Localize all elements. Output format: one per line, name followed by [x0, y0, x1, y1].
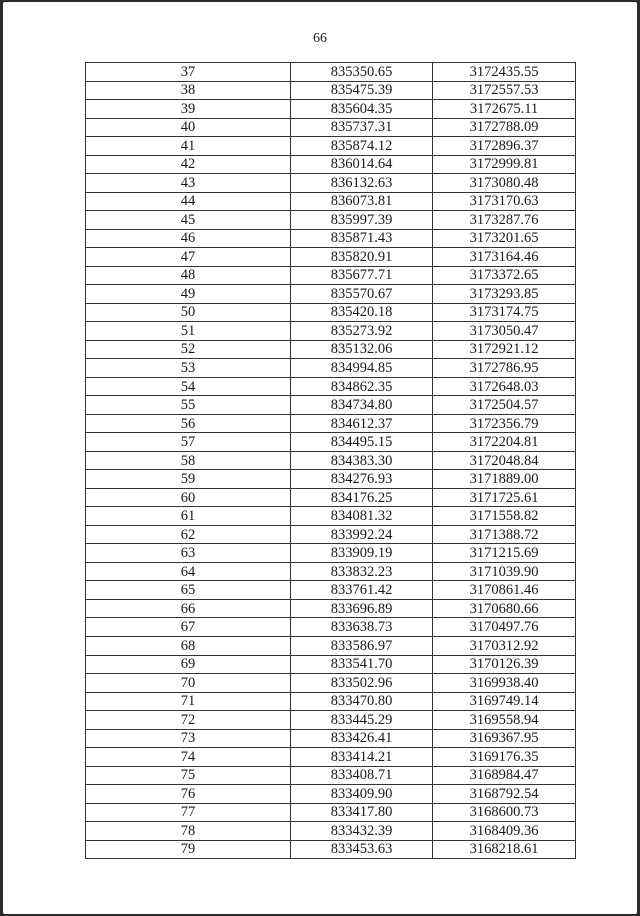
table-row [86, 248, 576, 267]
table-row [86, 211, 576, 230]
point-number-cell: 50 [86, 303, 291, 322]
x-coordinate-cell: 833432.39 [291, 822, 433, 841]
point-number-cell: 40 [86, 118, 291, 137]
point-number-cell: 53 [86, 359, 291, 378]
table-row [86, 396, 576, 415]
point-number-cell: 51 [86, 322, 291, 341]
x-coordinate-cell: 835570.67 [291, 285, 433, 304]
y-coordinate-cell: 3172675.11 [433, 100, 576, 119]
point-number-cell: 55 [86, 396, 291, 415]
point-number-cell: 39 [86, 100, 291, 119]
y-coordinate-cell: 3169938.40 [433, 674, 576, 693]
table-row [86, 377, 576, 396]
x-coordinate-cell: 833586.97 [291, 636, 433, 655]
x-coordinate-cell: 834081.32 [291, 507, 433, 526]
x-coordinate-cell: 834276.93 [291, 470, 433, 489]
table-row [86, 766, 576, 785]
table-row [86, 433, 576, 452]
table-row [86, 544, 576, 563]
x-coordinate-cell: 836014.64 [291, 155, 433, 174]
table-row [86, 303, 576, 322]
table-row [86, 192, 576, 211]
point-number-cell: 49 [86, 285, 291, 304]
x-coordinate-cell: 834612.37 [291, 414, 433, 433]
page-number: 66 [313, 31, 327, 46]
point-number-cell: 60 [86, 488, 291, 507]
y-coordinate-cell: 3171215.69 [433, 544, 576, 563]
x-coordinate-cell: 833638.73 [291, 618, 433, 637]
table-row [86, 266, 576, 285]
table-row [86, 100, 576, 119]
point-number-cell: 58 [86, 451, 291, 470]
point-number-cell: 43 [86, 174, 291, 193]
point-number-cell: 61 [86, 507, 291, 526]
x-coordinate-cell: 835604.35 [291, 100, 433, 119]
point-number-cell: 69 [86, 655, 291, 674]
x-coordinate-cell: 833409.90 [291, 785, 433, 804]
x-coordinate-cell: 835871.43 [291, 229, 433, 248]
x-coordinate-cell: 835820.91 [291, 248, 433, 267]
point-number-cell: 47 [86, 248, 291, 267]
x-coordinate-cell: 834383.30 [291, 451, 433, 470]
point-number-cell: 41 [86, 137, 291, 156]
point-number-cell: 74 [86, 748, 291, 767]
y-coordinate-cell: 3171558.82 [433, 507, 576, 526]
x-coordinate-cell: 835997.39 [291, 211, 433, 230]
point-number-cell: 72 [86, 711, 291, 730]
y-coordinate-cell: 3169367.95 [433, 729, 576, 748]
table-row [86, 155, 576, 174]
table-row [86, 636, 576, 655]
point-number-cell: 57 [86, 433, 291, 452]
y-coordinate-cell: 3172896.37 [433, 137, 576, 156]
x-coordinate-cell: 833502.96 [291, 674, 433, 693]
y-coordinate-cell: 3172786.95 [433, 359, 576, 378]
x-coordinate-cell: 833909.19 [291, 544, 433, 563]
x-coordinate-cell: 835874.12 [291, 137, 433, 156]
y-coordinate-cell: 3169749.14 [433, 692, 576, 711]
y-coordinate-cell: 3168600.73 [433, 803, 576, 822]
y-coordinate-cell: 3172648.03 [433, 377, 576, 396]
point-number-cell: 77 [86, 803, 291, 822]
coordinates-table-body [86, 63, 576, 859]
y-coordinate-cell: 3172204.81 [433, 433, 576, 452]
point-number-cell: 48 [86, 266, 291, 285]
x-coordinate-cell: 834495.15 [291, 433, 433, 452]
y-coordinate-cell: 3169176.35 [433, 748, 576, 767]
table-row [86, 711, 576, 730]
y-coordinate-cell: 3172048.84 [433, 451, 576, 470]
y-coordinate-cell: 3170861.46 [433, 581, 576, 600]
x-coordinate-cell: 836073.81 [291, 192, 433, 211]
y-coordinate-cell: 3172999.81 [433, 155, 576, 174]
table-row [86, 322, 576, 341]
table-row [86, 692, 576, 711]
point-number-cell: 45 [86, 211, 291, 230]
y-coordinate-cell: 3170497.76 [433, 618, 576, 637]
y-coordinate-cell: 3170126.39 [433, 655, 576, 674]
x-coordinate-cell: 835677.71 [291, 266, 433, 285]
x-coordinate-cell: 834862.35 [291, 377, 433, 396]
x-coordinate-cell: 835737.31 [291, 118, 433, 137]
point-number-cell: 66 [86, 599, 291, 618]
coordinates-table [85, 62, 576, 859]
x-coordinate-cell: 833761.42 [291, 581, 433, 600]
table-row [86, 729, 576, 748]
y-coordinate-cell: 3172356.79 [433, 414, 576, 433]
table-row [86, 488, 576, 507]
point-number-cell: 44 [86, 192, 291, 211]
point-number-cell: 37 [86, 63, 291, 82]
point-number-cell: 78 [86, 822, 291, 841]
table-row [86, 118, 576, 137]
table-row [86, 174, 576, 193]
table-row [86, 618, 576, 637]
x-coordinate-cell: 833414.21 [291, 748, 433, 767]
y-coordinate-cell: 3168218.61 [433, 840, 576, 859]
point-number-cell: 67 [86, 618, 291, 637]
x-coordinate-cell: 833696.89 [291, 599, 433, 618]
table-row [86, 414, 576, 433]
table-row [86, 81, 576, 100]
y-coordinate-cell: 3168409.36 [433, 822, 576, 841]
x-coordinate-cell: 833417.80 [291, 803, 433, 822]
y-coordinate-cell: 3168984.47 [433, 766, 576, 785]
table-row [86, 562, 576, 581]
point-number-cell: 42 [86, 155, 291, 174]
table-row [86, 359, 576, 378]
y-coordinate-cell: 3171039.90 [433, 562, 576, 581]
x-coordinate-cell: 833470.80 [291, 692, 433, 711]
y-coordinate-cell: 3173164.46 [433, 248, 576, 267]
point-number-cell: 38 [86, 81, 291, 100]
y-coordinate-cell: 3171388.72 [433, 525, 576, 544]
table-row [86, 803, 576, 822]
point-number-cell: 46 [86, 229, 291, 248]
y-coordinate-cell: 3171889.00 [433, 470, 576, 489]
y-coordinate-cell: 3169558.94 [433, 711, 576, 730]
table-row [86, 581, 576, 600]
table-row [86, 822, 576, 841]
y-coordinate-cell: 3173050.47 [433, 322, 576, 341]
x-coordinate-cell: 833541.70 [291, 655, 433, 674]
x-coordinate-cell: 835475.39 [291, 81, 433, 100]
x-coordinate-cell: 833426.41 [291, 729, 433, 748]
point-number-cell: 64 [86, 562, 291, 581]
table-row [86, 599, 576, 618]
point-number-cell: 63 [86, 544, 291, 563]
y-coordinate-cell: 3168792.54 [433, 785, 576, 804]
y-coordinate-cell: 3172504.57 [433, 396, 576, 415]
x-coordinate-cell: 834994.85 [291, 359, 433, 378]
point-number-cell: 75 [86, 766, 291, 785]
x-coordinate-cell: 836132.63 [291, 174, 433, 193]
point-number-cell: 52 [86, 340, 291, 359]
x-coordinate-cell: 835420.18 [291, 303, 433, 322]
table-row [86, 525, 576, 544]
y-coordinate-cell: 3170680.66 [433, 599, 576, 618]
table-row [86, 63, 576, 82]
y-coordinate-cell: 3173201.65 [433, 229, 576, 248]
point-number-cell: 56 [86, 414, 291, 433]
x-coordinate-cell: 834734.80 [291, 396, 433, 415]
document-page [3, 2, 637, 914]
y-coordinate-cell: 3172921.12 [433, 340, 576, 359]
y-coordinate-cell: 3170312.92 [433, 636, 576, 655]
x-coordinate-cell: 833408.71 [291, 766, 433, 785]
y-coordinate-cell: 3173287.76 [433, 211, 576, 230]
point-number-cell: 79 [86, 840, 291, 859]
table-row [86, 137, 576, 156]
y-coordinate-cell: 3173170.63 [433, 192, 576, 211]
point-number-cell: 68 [86, 636, 291, 655]
x-coordinate-cell: 833453.63 [291, 840, 433, 859]
table-row [86, 229, 576, 248]
table-row [86, 785, 576, 804]
x-coordinate-cell: 834176.25 [291, 488, 433, 507]
x-coordinate-cell: 835132.06 [291, 340, 433, 359]
x-coordinate-cell: 833832.23 [291, 562, 433, 581]
y-coordinate-cell: 3173174.75 [433, 303, 576, 322]
table-row [86, 340, 576, 359]
point-number-cell: 54 [86, 377, 291, 396]
table-row [86, 507, 576, 526]
x-coordinate-cell: 835273.92 [291, 322, 433, 341]
table-row [86, 748, 576, 767]
table-row [86, 285, 576, 304]
table-row [86, 840, 576, 859]
point-number-cell: 76 [86, 785, 291, 804]
x-coordinate-cell: 833992.24 [291, 525, 433, 544]
point-number-cell: 70 [86, 674, 291, 693]
point-number-cell: 65 [86, 581, 291, 600]
y-coordinate-cell: 3172435.55 [433, 63, 576, 82]
table-row [86, 655, 576, 674]
y-coordinate-cell: 3172788.09 [433, 118, 576, 137]
table-row [86, 674, 576, 693]
x-coordinate-cell: 835350.65 [291, 63, 433, 82]
y-coordinate-cell: 3173080.48 [433, 174, 576, 193]
y-coordinate-cell: 3171725.61 [433, 488, 576, 507]
y-coordinate-cell: 3172557.53 [433, 81, 576, 100]
point-number-cell: 62 [86, 525, 291, 544]
table-row [86, 470, 576, 489]
point-number-cell: 73 [86, 729, 291, 748]
point-number-cell: 71 [86, 692, 291, 711]
point-number-cell: 59 [86, 470, 291, 489]
y-coordinate-cell: 3173372.65 [433, 266, 576, 285]
y-coordinate-cell: 3173293.85 [433, 285, 576, 304]
x-coordinate-cell: 833445.29 [291, 711, 433, 730]
table-row [86, 451, 576, 470]
